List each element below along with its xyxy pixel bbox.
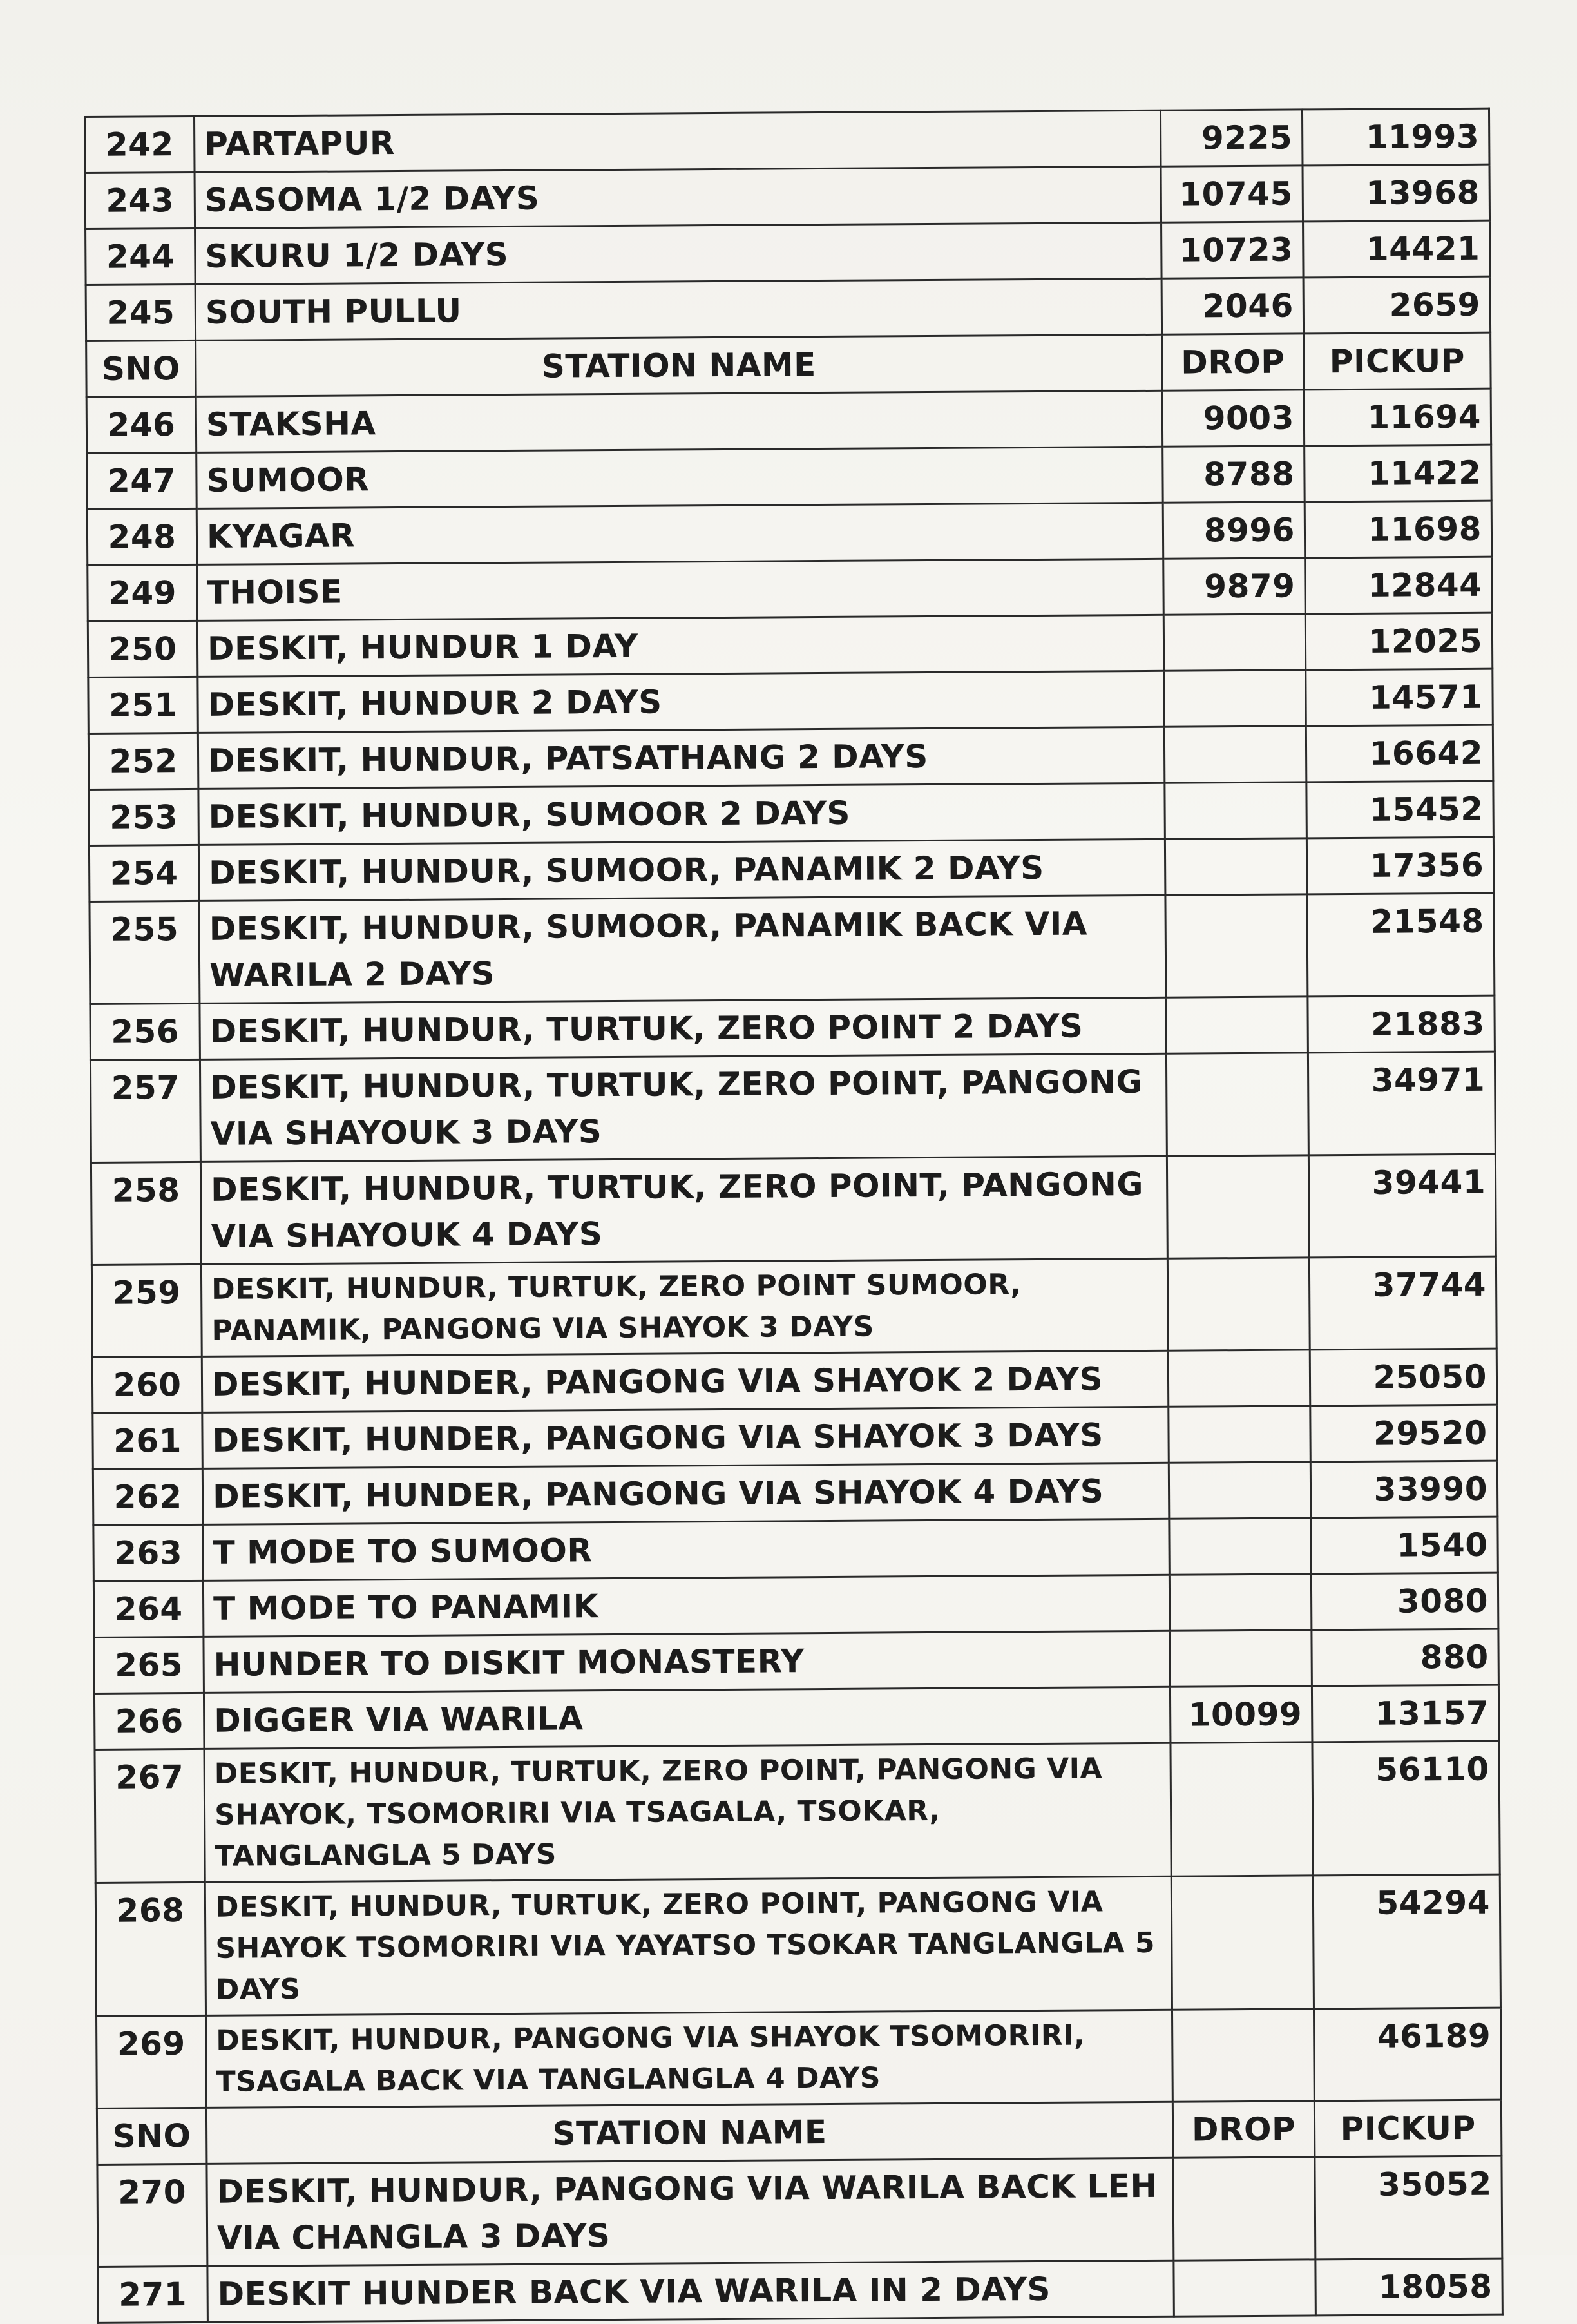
station-name-cell: DESKIT, HUNDUR, PATSATHANG 2 DAYS (198, 727, 1165, 789)
pickup-rate-cell: 12025 (1305, 613, 1493, 670)
station-name-cell: DESKIT, HUNDER, PANGONG VIA SHAYOK 4 DAYS (202, 1463, 1169, 1524)
station-name-cell: STAKSHA (196, 390, 1163, 452)
table-row (91, 1154, 1496, 1265)
serial-number-cell: 246 (86, 396, 196, 453)
station-name-cell: DESKIT, HUNDUR, SUMOOR, PANAMIK BACK VIA WARILA 2 DAYS (199, 895, 1166, 1003)
drop-rate-cell: 9225 (1160, 110, 1303, 166)
table-row (94, 1629, 1498, 1693)
station-name-cell: DESKIT, HUNDUR, TURTUK, ZERO POINT SUMOOR, PANAMIK, PANGONG VIA SHAYOK 3 DAYS (201, 1258, 1168, 1356)
serial-number-cell: 250 (88, 620, 198, 677)
drop-rate-cell: 9003 (1162, 390, 1305, 447)
serial-number-cell: 253 (89, 789, 199, 845)
column-header-drop: DROP (1172, 2101, 1315, 2158)
drop-rate-cell (1173, 2157, 1315, 2260)
drop-rate-cell (1166, 1053, 1308, 1156)
drop-rate-cell (1169, 1518, 1312, 1575)
station-name-cell: DESKIT, HUNDUR, SUMOOR 2 DAYS (198, 783, 1165, 845)
table-row (88, 613, 1492, 677)
table-row (90, 893, 1495, 1004)
pickup-rate-cell: 35052 (1315, 2156, 1502, 2260)
table-row (90, 1052, 1495, 1162)
table-row (98, 2258, 1502, 2323)
drop-rate-cell (1165, 782, 1307, 839)
station-name-cell: DESKIT, HUNDUR 1 DAY (197, 615, 1164, 677)
station-name-cell: SOUTH PULLU (195, 278, 1162, 340)
pickup-rate-cell: 3080 (1311, 1573, 1498, 1630)
pickup-rate-cell: 34971 (1308, 1052, 1495, 1155)
serial-number-cell: 251 (88, 677, 198, 733)
table-row (97, 2156, 1502, 2267)
table-row (93, 1517, 1498, 1581)
pickup-rate-cell: 1540 (1311, 1517, 1498, 1574)
column-header-sno: SNO (97, 2108, 207, 2164)
table-row (86, 220, 1490, 285)
drop-rate-cell: 8788 (1163, 446, 1305, 503)
table-row (86, 276, 1490, 341)
serial-number-cell: 259 (91, 1264, 202, 1357)
drop-rate-cell (1171, 1742, 1313, 1876)
serial-number-cell: 244 (86, 228, 196, 285)
station-name-cell: SASOMA 1/2 DAYS (195, 166, 1161, 228)
table-row (89, 781, 1493, 845)
station-name-cell: DESKIT, HUNDUR, PANGONG VIA SHAYOK TSOMORIRI, TSAGALA BACK VIA TANGLANGLA 4 DAYS (206, 2010, 1173, 2108)
station-name-cell: DIGGER VIA WARILA (204, 1687, 1171, 1749)
pickup-rate-cell: 12844 (1305, 557, 1493, 614)
serial-number-cell: 257 (90, 1059, 200, 1162)
column-header-station-name: STATION NAME (206, 2102, 1173, 2164)
drop-rate-cell: 10099 (1170, 1686, 1312, 1743)
table-row (89, 837, 1493, 901)
table-row (85, 108, 1489, 173)
serial-number-cell: 269 (97, 2015, 207, 2108)
serial-number-cell: 264 (93, 1580, 204, 1637)
table-row (90, 995, 1495, 1060)
pickup-rate-cell: 15452 (1306, 781, 1494, 838)
station-name-cell: SUMOOR (196, 447, 1163, 508)
pickup-rate-cell: 13968 (1303, 164, 1490, 222)
table-row (92, 1349, 1496, 1413)
serial-number-cell: 258 (91, 1162, 201, 1265)
pickup-rate-cell: 11698 (1305, 501, 1492, 558)
serial-number-cell: 243 (85, 172, 195, 229)
rate-sheet (84, 108, 1502, 2324)
table-row (93, 1573, 1498, 1637)
serial-number-cell: 263 (93, 1524, 204, 1581)
drop-rate-cell (1168, 1350, 1310, 1407)
pickup-rate-cell: 25050 (1310, 1349, 1497, 1406)
table-row (86, 389, 1491, 453)
table-row (97, 2008, 1502, 2108)
pickup-rate-cell: 46189 (1314, 2008, 1501, 2101)
pickup-rate-cell: 16642 (1306, 725, 1493, 782)
pickup-rate-cell: 11694 (1304, 389, 1491, 446)
pickup-rate-cell: 2659 (1303, 276, 1491, 334)
table-row (87, 501, 1491, 565)
serial-number-cell: 271 (98, 2266, 208, 2323)
serial-number-cell: 255 (90, 901, 200, 1004)
drop-rate-cell: 9879 (1163, 558, 1306, 615)
serial-number-cell: 270 (97, 2164, 207, 2267)
drop-rate-cell (1169, 1406, 1311, 1463)
pickup-rate-cell: 18058 (1315, 2258, 1503, 2316)
pickup-rate-cell: 54294 (1313, 1874, 1500, 2009)
drop-rate-cell (1163, 614, 1306, 671)
table-row (87, 445, 1491, 509)
drop-rate-cell: 8996 (1163, 502, 1305, 559)
station-name-cell: DESKIT, HUNDUR, TURTUK, ZERO POINT, PANGONG VIA SHAYOK TSOMORIRI VIA YAYATSO TSOKAR TANGLANGLA 5 DAYS (205, 1876, 1172, 2015)
serial-number-cell: 256 (90, 1003, 200, 1060)
serial-number-cell: 268 (95, 1882, 205, 2016)
table-row (85, 164, 1489, 229)
station-name-cell: DESKIT, HUNDER, PANGONG VIA SHAYOK 2 DAYS (202, 1350, 1169, 1412)
serial-number-cell: 248 (87, 508, 197, 565)
drop-rate-cell (1171, 1876, 1314, 2010)
drop-rate-cell (1166, 997, 1308, 1053)
station-name-cell: DESKIT, HUNDUR, TURTUK, ZERO POINT, PANGONG VIA SHAYOUK 3 DAYS (200, 1053, 1167, 1162)
pickup-rate-cell: 39441 (1308, 1154, 1496, 1258)
table-row (91, 1256, 1496, 1357)
serial-number-cell: 252 (88, 733, 198, 789)
table-row (93, 1461, 1497, 1525)
pickup-rate-cell: 11422 (1305, 445, 1492, 502)
drop-rate-cell: 10723 (1161, 222, 1304, 278)
drop-rate-cell (1169, 1462, 1311, 1519)
station-name-cell: DESKIT, HUNDUR 2 DAYS (198, 671, 1165, 733)
pickup-rate-cell: 11993 (1302, 108, 1489, 166)
table-row (88, 557, 1492, 621)
serial-number-cell: 242 (85, 116, 195, 173)
table-header-row (97, 2100, 1501, 2164)
column-header-pickup: PICKUP (1314, 2100, 1502, 2157)
table-row (95, 1874, 1500, 2016)
station-name-cell: DESKIT, HUNDUR, TURTUK, ZERO POINT 2 DAYS (200, 997, 1167, 1059)
drop-rate-cell (1172, 2009, 1314, 2102)
drop-rate-cell (1167, 1155, 1309, 1258)
pickup-rate-cell: 21548 (1307, 893, 1495, 997)
pickup-rate-cell: 56110 (1312, 1741, 1500, 1876)
serial-number-cell: 247 (87, 452, 197, 509)
station-name-cell: DESKIT, HUNDUR, TURTUK, ZERO POINT, PANGONG VIA SHAYOK, TSOMORIRI VIA TSAGALA, TSOKAR, TANGLANGLA 5 DAYS (204, 1743, 1171, 1882)
station-name-cell: T MODE TO PANAMIK (203, 1575, 1170, 1637)
pickup-rate-cell: 17356 (1306, 837, 1494, 894)
drop-rate-cell (1167, 1258, 1310, 1350)
station-name-cell: DESKIT, HUNDUR, PANGONG VIA WARILA BACK LEH VIA CHANGLA 3 DAYS (207, 2158, 1174, 2266)
serial-number-cell: 262 (93, 1468, 203, 1525)
drop-rate-cell (1164, 670, 1306, 727)
column-header-sno: SNO (86, 340, 196, 397)
station-name-cell: SKURU 1/2 DAYS (195, 222, 1162, 284)
station-name-cell: DESKIT, HUNDUR, TURTUK, ZERO POINT, PANGONG VIA SHAYOUK 4 DAYS (200, 1156, 1167, 1264)
station-name-cell: HUNDER TO DISKIT MONASTERY (204, 1631, 1171, 1693)
station-name-cell: DESKIT, HUNDER, PANGONG VIA SHAYOK 3 DAYS (202, 1407, 1169, 1468)
table-row (88, 669, 1493, 733)
station-name-cell: KYAGAR (196, 503, 1163, 564)
serial-number-cell: 267 (95, 1749, 205, 1883)
drop-rate-cell: 2046 (1161, 278, 1304, 334)
station-name-cell: T MODE TO SUMOOR (203, 1519, 1170, 1580)
pickup-rate-cell: 14571 (1306, 669, 1493, 726)
drop-rate-cell (1169, 1574, 1312, 1631)
column-header-pickup: PICKUP (1304, 332, 1491, 390)
table-header-row (86, 332, 1491, 397)
column-header-drop: DROP (1162, 334, 1305, 390)
serial-number-cell: 266 (94, 1693, 204, 1749)
pickup-rate-cell: 14421 (1303, 220, 1491, 278)
table-row (93, 1405, 1497, 1469)
drop-rate-cell (1165, 894, 1308, 997)
drop-rate-cell (1170, 1630, 1312, 1687)
serial-number-cell: 249 (88, 564, 198, 621)
pickup-rate-cell: 37744 (1309, 1256, 1496, 1350)
drop-rate-cell: 10745 (1161, 166, 1303, 222)
table-body (85, 108, 1503, 2323)
station-name-cell: PARTAPUR (195, 110, 1161, 172)
drop-rate-cell (1165, 838, 1307, 895)
pickup-rate-cell: 13157 (1312, 1685, 1499, 1742)
serial-number-cell: 254 (89, 845, 199, 901)
column-header-station-name: STATION NAME (196, 334, 1163, 396)
serial-number-cell: 245 (86, 284, 196, 341)
pickup-rate-cell: 21883 (1308, 995, 1495, 1053)
pickup-rate-cell: 880 (1312, 1629, 1499, 1686)
drop-rate-cell (1174, 2260, 1316, 2316)
table-row (94, 1685, 1498, 1749)
station-name-cell: DESKIT HUNDER BACK VIA WARILA IN 2 DAYS (207, 2260, 1174, 2322)
table-row (88, 725, 1493, 789)
pickup-rate-cell: 33990 (1310, 1461, 1498, 1518)
station-name-cell: DESKIT, HUNDUR, SUMOOR, PANAMIK 2 DAYS (198, 839, 1165, 901)
pickup-rate-cell: 29520 (1310, 1405, 1498, 1462)
serial-number-cell: 261 (93, 1412, 203, 1469)
table-row (95, 1741, 1500, 1883)
station-rate-table (84, 108, 1504, 2324)
serial-number-cell: 260 (92, 1356, 202, 1413)
drop-rate-cell (1164, 726, 1306, 783)
serial-number-cell: 265 (94, 1637, 204, 1693)
station-name-cell: THOISE (197, 559, 1164, 620)
